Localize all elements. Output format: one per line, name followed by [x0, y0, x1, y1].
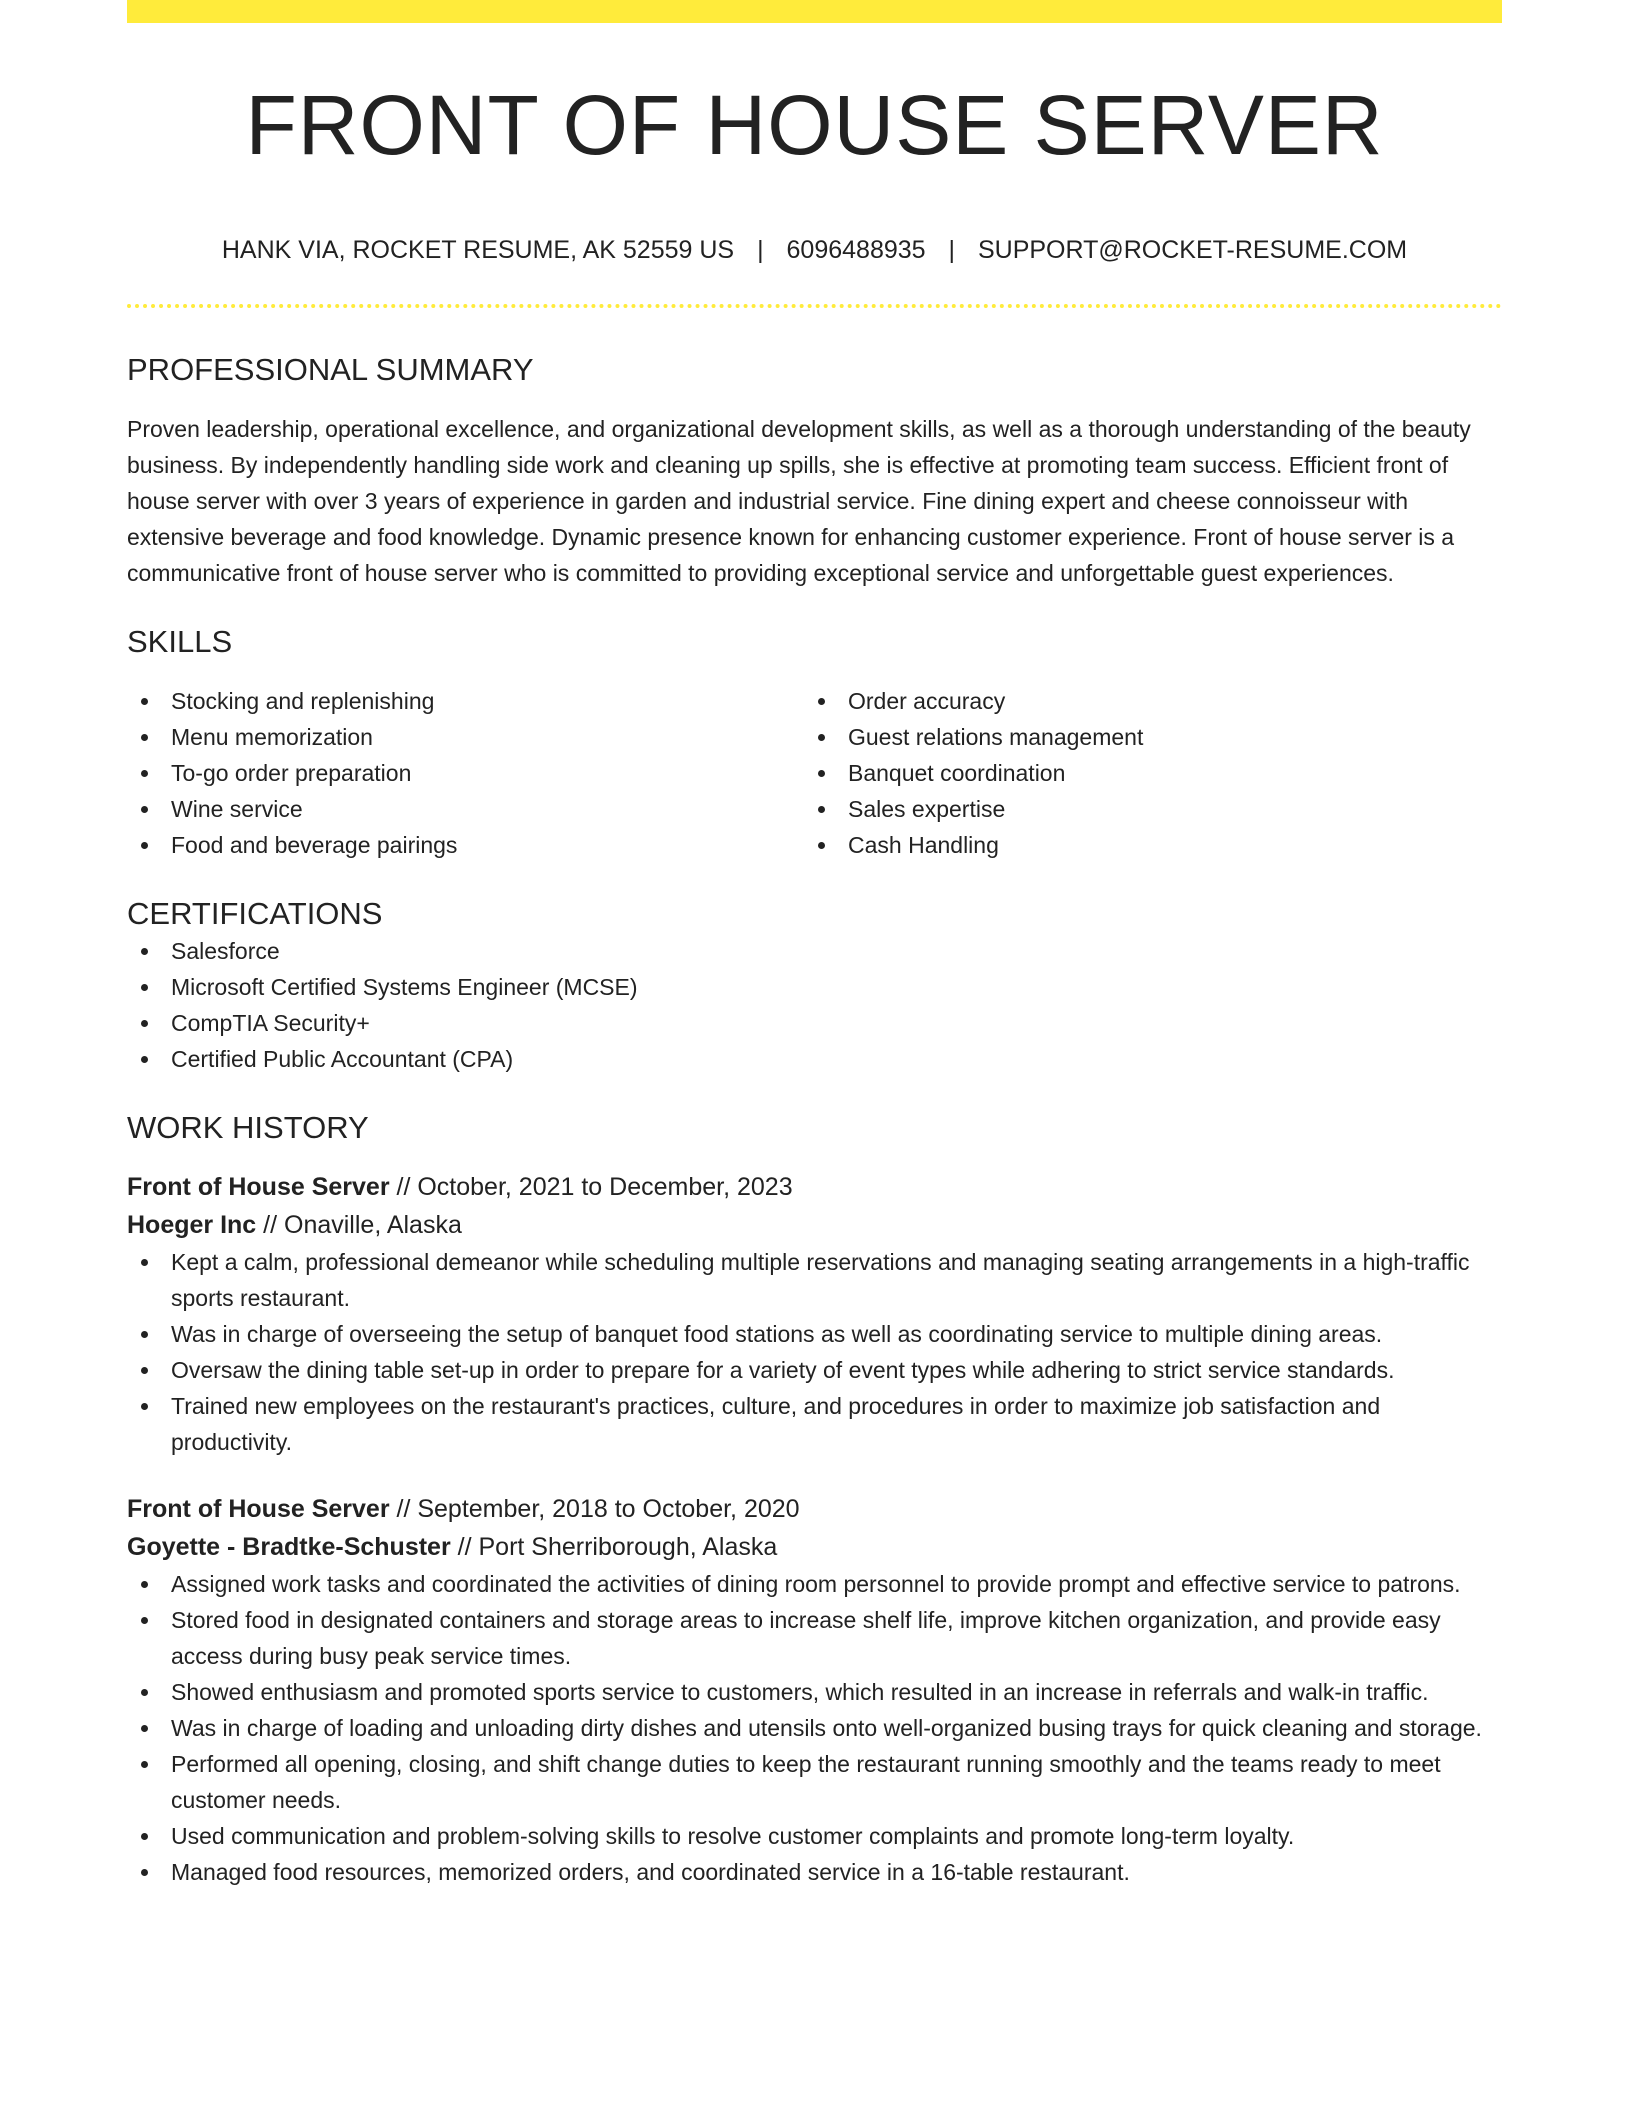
accent-bar	[127, 0, 1502, 23]
contact-phone: 6096488935	[786, 236, 926, 264]
resume-page	[127, 0, 1502, 1890]
job-bullet: Used communication and problem-solving skills to resolve customer complaints and promote long-term loyalty.	[127, 1818, 1502, 1854]
skills-heading: SKILLS	[127, 624, 233, 660]
job-entry	[127, 1490, 1502, 1890]
job-company-line	[127, 1528, 1502, 1566]
job-location: // Onaville, Alaska	[263, 1210, 462, 1239]
certification-item: Microsoft Certified Systems Engineer (MCSE)	[127, 969, 1502, 1005]
skills-list-right	[804, 683, 1481, 863]
skills-grid	[127, 683, 1502, 863]
page-title: FRONT OF HOUSE SERVER	[245, 78, 1384, 172]
summary-heading: PROFESSIONAL SUMMARY	[127, 352, 534, 387]
job-bullet: Showed enthusiasm and promoted sports service to customers, which resulted in an increase in referrals and walk-in traffic.	[127, 1674, 1502, 1710]
header-divider	[127, 304, 1502, 308]
job-bullet: Trained new employees on the restaurant's practices, culture, and procedures in order to maximize job satisfaction and productivity.	[127, 1388, 1502, 1460]
contact-separator: |	[948, 236, 956, 264]
skills-list-left	[127, 683, 804, 863]
skills-column-right	[804, 683, 1481, 863]
skill-item: Wine service	[127, 791, 804, 827]
skill-item: Order accuracy	[804, 683, 1481, 719]
job-bullet: Performed all opening, closing, and shift change duties to keep the restaurant running smoothly and the teams ready to meet customer needs.	[127, 1746, 1502, 1818]
skill-item: Menu memorization	[127, 719, 804, 755]
skill-item: Food and beverage pairings	[127, 827, 804, 863]
job-title-line	[127, 1490, 1502, 1528]
certifications-heading: CERTIFICATIONS	[127, 896, 383, 932]
contact-separator: |	[757, 236, 764, 264]
skill-item: To-go order preparation	[127, 755, 804, 791]
job-bullet-list	[127, 1566, 1502, 1890]
skill-item: Guest relations management	[804, 719, 1481, 755]
job-bullet: Stored food in designated containers and storage areas to increase shelf life, improve kitchen organization, and provide easy access during busy peak service times.	[127, 1602, 1502, 1674]
job-title: Front of House Server	[127, 1172, 390, 1201]
job-company: Goyette - Bradtke-Schuster	[127, 1532, 451, 1561]
certification-item: CompTIA Security+	[127, 1005, 1502, 1041]
job-entry	[127, 1168, 1502, 1460]
job-dates: // October, 2021 to December, 2023	[396, 1172, 793, 1201]
job-bullet: Assigned work tasks and coordinated the activities of dining room personnel to provide prompt and effective service to patrons.	[127, 1566, 1502, 1602]
job-title: Front of House Server	[127, 1494, 390, 1523]
job-bullet: Managed food resources, memorized orders, and coordinated service in a 16-table restaurant.	[127, 1854, 1502, 1890]
skill-item: Cash Handling	[804, 827, 1481, 863]
job-company-line	[127, 1206, 1502, 1244]
contact-line	[127, 235, 1502, 265]
job-title-line	[127, 1168, 1502, 1206]
summary-text: Proven leadership, operational excellence, and organizational development skills, as well as a thorough understanding of the beauty business. By independently handling side work and cleaning up spills, she is effective at promoting team success. Efficient front of house server with over 3 years of experience in garden and industrial service. Fine dining expert and cheese connoisseur with extensive beverage and food knowledge. Dynamic presence known for enhancing customer experience. Front of house server is a communicative front of house server who is committed to providing exceptional service and unforgettable guest experiences.	[127, 416, 1471, 587]
contact-email: SUPPORT@ROCKET-RESUME.COM	[977, 236, 1408, 264]
job-company: Hoeger Inc	[127, 1210, 257, 1239]
skills-column-left	[127, 683, 804, 863]
job-bullet: Oversaw the dining table set-up in order to prepare for a variety of event types while adhering to strict service standards.	[127, 1352, 1502, 1388]
job-bullet: Was in charge of overseeing the setup of banquet food stations as well as coordinating service to multiple dining areas.	[127, 1316, 1502, 1352]
job-location: // Port Sherriborough, Alaska	[457, 1532, 778, 1561]
job-bullet: Was in charge of loading and unloading dirty dishes and utensils onto well-organized busing trays for quick cleaning and storage.	[127, 1710, 1502, 1746]
job-dates: // September, 2018 to October, 2020	[396, 1494, 800, 1523]
job-bullet: Kept a calm, professional demeanor while scheduling multiple reservations and managing seating arrangements in a high-traffic sports restaurant.	[127, 1244, 1502, 1316]
skill-item: Banquet coordination	[804, 755, 1481, 791]
certification-item: Salesforce	[127, 933, 1502, 969]
contact-address: HANK VIA, ROCKET RESUME, AK 52559 US	[221, 236, 735, 264]
skill-item: Stocking and replenishing	[127, 683, 804, 719]
certifications-list	[127, 933, 1502, 1077]
certification-item: Certified Public Accountant (CPA)	[127, 1041, 1502, 1077]
job-bullet-list	[127, 1244, 1502, 1460]
skill-item: Sales expertise	[804, 791, 1481, 827]
work-history-heading: WORK HISTORY	[127, 1109, 369, 1145]
